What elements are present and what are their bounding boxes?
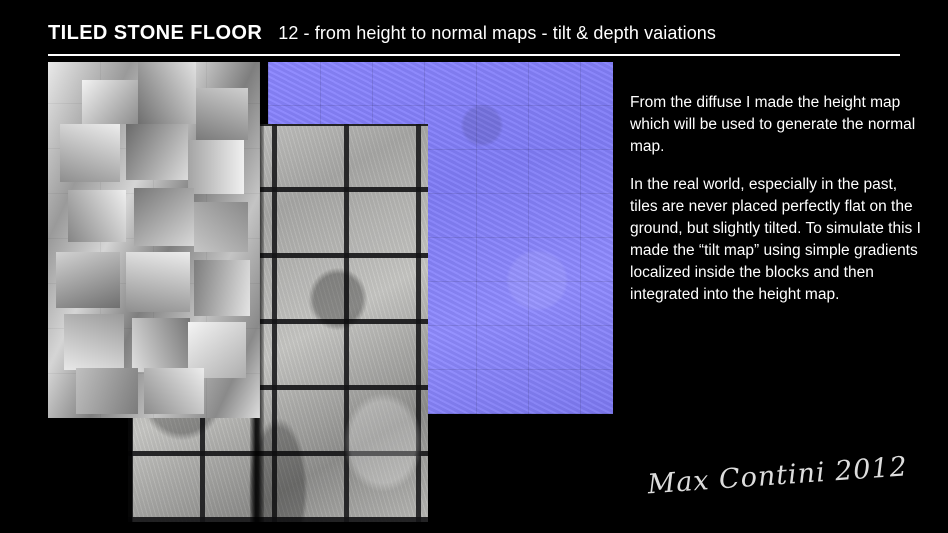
artwork-area xyxy=(48,62,608,522)
artist-signature: Max Contini 2012 xyxy=(646,451,909,501)
page-subtitle: 12 - from height to normal maps - tilt & depth vaiations xyxy=(278,23,717,43)
title-row xyxy=(48,22,900,45)
slide-header xyxy=(48,22,900,60)
body-paragraph-2: In the real world, especially in the past, tiles are never placed perfectly flat on the ground, but slightly tilted. To simulate this I made the “tilt map” using simple gradients localized inside the blocks and then integrated into the height map. xyxy=(630,176,921,303)
page-title: TILED STONE FLOOR xyxy=(48,22,263,44)
body-text xyxy=(630,92,926,306)
tilt-map-image xyxy=(48,62,260,418)
title-divider xyxy=(48,54,900,56)
body-paragraph-1: From the diffuse I made the height map which will be used to generate the normal map. xyxy=(630,94,916,155)
